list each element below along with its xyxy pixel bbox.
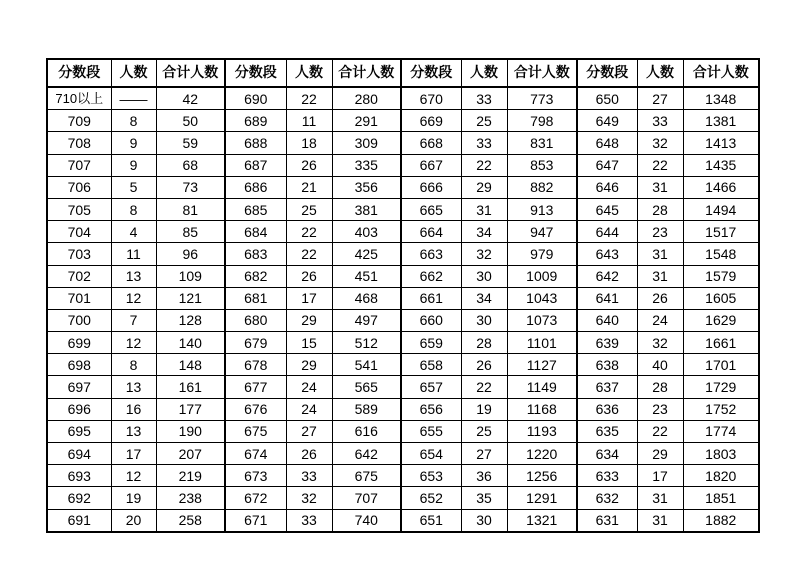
- table-cell: 695: [47, 420, 111, 442]
- table-cell: 699: [47, 332, 111, 354]
- table-cell: 589: [332, 398, 401, 420]
- table-cell: 11: [111, 243, 156, 265]
- table-cell: 11: [286, 110, 332, 132]
- table-cell: 640: [577, 309, 637, 331]
- table-cell: 8: [111, 354, 156, 376]
- table-cell: 1381: [683, 110, 759, 132]
- table-cell: 29: [461, 176, 507, 198]
- column-header: 合计人数: [156, 59, 225, 87]
- column-header: 合计人数: [507, 59, 577, 87]
- table-cell: 258: [156, 509, 225, 532]
- table-cell: 21: [286, 176, 332, 198]
- table-cell: 17: [637, 465, 683, 487]
- table-cell: 59: [156, 132, 225, 154]
- table-cell: 29: [286, 309, 332, 331]
- column-header: 分数段: [401, 59, 461, 87]
- table-cell: 22: [461, 376, 507, 398]
- table-cell: 28: [637, 198, 683, 220]
- table-cell: 5: [111, 176, 156, 198]
- table-cell: 9: [111, 154, 156, 176]
- column-header: 分数段: [225, 59, 286, 87]
- table-cell: 683: [225, 243, 286, 265]
- table-cell: 676: [225, 398, 286, 420]
- column-header: 分数段: [577, 59, 637, 87]
- table-cell: 1729: [683, 376, 759, 398]
- table-cell: 646: [577, 176, 637, 198]
- table-cell: 207: [156, 443, 225, 465]
- table-cell: 497: [332, 309, 401, 331]
- table-cell: 161: [156, 376, 225, 398]
- table-row: [47, 132, 759, 154]
- table-cell: 673: [225, 465, 286, 487]
- table-cell: 22: [637, 154, 683, 176]
- table-cell: 659: [401, 332, 461, 354]
- table-cell: 27: [637, 87, 683, 110]
- table-cell: 128: [156, 309, 225, 331]
- table-cell: 140: [156, 332, 225, 354]
- table-body: [47, 87, 759, 532]
- table-cell: 700: [47, 309, 111, 331]
- table-cell: 1321: [507, 509, 577, 532]
- table-cell: 677: [225, 376, 286, 398]
- table-cell: 31: [637, 487, 683, 509]
- table-cell: 96: [156, 243, 225, 265]
- score-distribution-table: [46, 58, 760, 533]
- table-cell: 647: [577, 154, 637, 176]
- table-cell: 291: [332, 110, 401, 132]
- table-cell: 690: [225, 87, 286, 110]
- table-cell: 31: [637, 243, 683, 265]
- table-cell: 669: [401, 110, 461, 132]
- table-cell: 31: [637, 265, 683, 287]
- table-cell: 32: [637, 132, 683, 154]
- table-cell: 642: [577, 265, 637, 287]
- table-row: [47, 398, 759, 420]
- table-cell: 1348: [683, 87, 759, 110]
- table-row: [47, 465, 759, 487]
- table-cell: 85: [156, 221, 225, 243]
- table-cell: 913: [507, 198, 577, 220]
- table-cell: 8: [111, 198, 156, 220]
- table-cell: 650: [577, 87, 637, 110]
- table-cell: 22: [286, 221, 332, 243]
- table-cell: 24: [286, 398, 332, 420]
- table-cell: 12: [111, 332, 156, 354]
- column-header: 人数: [111, 59, 156, 87]
- table-cell: 1548: [683, 243, 759, 265]
- table-cell: 35: [461, 487, 507, 509]
- table-cell: 831: [507, 132, 577, 154]
- table-cell: 50: [156, 110, 225, 132]
- table-cell: 696: [47, 398, 111, 420]
- table-cell: 1220: [507, 443, 577, 465]
- table-cell: 30: [461, 509, 507, 532]
- table-cell: 40: [637, 354, 683, 376]
- table-cell: 121: [156, 287, 225, 309]
- table-cell: 698: [47, 354, 111, 376]
- table-cell: 565: [332, 376, 401, 398]
- table-cell: 24: [637, 309, 683, 331]
- table-cell: 1629: [683, 309, 759, 331]
- column-header: 人数: [637, 59, 683, 87]
- table-cell: 190: [156, 420, 225, 442]
- table-cell: 13: [111, 420, 156, 442]
- table-cell: 1413: [683, 132, 759, 154]
- table-cell: 28: [461, 332, 507, 354]
- table-cell: 680: [225, 309, 286, 331]
- table-cell: 694: [47, 443, 111, 465]
- table-row: [47, 509, 759, 532]
- table-cell: 670: [401, 87, 461, 110]
- table-cell: 512: [332, 332, 401, 354]
- table-cell: 15: [286, 332, 332, 354]
- table-cell: 29: [286, 354, 332, 376]
- table-cell: 648: [577, 132, 637, 154]
- table-row: [47, 287, 759, 309]
- table-cell: 697: [47, 376, 111, 398]
- table-cell: 12: [111, 465, 156, 487]
- table-cell: 335: [332, 154, 401, 176]
- table-cell: 23: [637, 398, 683, 420]
- table-cell: 16: [111, 398, 156, 420]
- table-cell: 28: [637, 376, 683, 398]
- table-cell: 660: [401, 309, 461, 331]
- table-cell: 1701: [683, 354, 759, 376]
- table-row: [47, 265, 759, 287]
- table-cell: 73: [156, 176, 225, 198]
- table-cell: 710以上: [47, 87, 111, 110]
- table-cell: 109: [156, 265, 225, 287]
- table-cell: 81: [156, 198, 225, 220]
- table-row: [47, 332, 759, 354]
- column-header: 分数段: [47, 59, 111, 87]
- table-cell: 979: [507, 243, 577, 265]
- table-cell: 219: [156, 465, 225, 487]
- table-cell: 1803: [683, 443, 759, 465]
- table-cell: 707: [47, 154, 111, 176]
- table-cell: 7: [111, 309, 156, 331]
- table-cell: 25: [461, 420, 507, 442]
- table-cell: 32: [461, 243, 507, 265]
- table-cell: 773: [507, 87, 577, 110]
- table-cell: 33: [461, 132, 507, 154]
- table-cell: 1009: [507, 265, 577, 287]
- table-cell: 33: [637, 110, 683, 132]
- table-cell: 1149: [507, 376, 577, 398]
- table-cell: 13: [111, 376, 156, 398]
- table-cell: 34: [461, 221, 507, 243]
- table-cell: 148: [156, 354, 225, 376]
- table-cell: 708: [47, 132, 111, 154]
- table-cell: 1661: [683, 332, 759, 354]
- table-cell: 1256: [507, 465, 577, 487]
- table-cell: 1752: [683, 398, 759, 420]
- table-cell: 663: [401, 243, 461, 265]
- table-cell: 403: [332, 221, 401, 243]
- table-cell: 31: [637, 509, 683, 532]
- table-cell: 642: [332, 443, 401, 465]
- table-cell: 381: [332, 198, 401, 220]
- table-cell: 657: [401, 376, 461, 398]
- table-cell: 655: [401, 420, 461, 442]
- table-cell: 633: [577, 465, 637, 487]
- table-cell: 707: [332, 487, 401, 509]
- table-cell: 637: [577, 376, 637, 398]
- table-cell: 1466: [683, 176, 759, 198]
- table-cell: 882: [507, 176, 577, 198]
- table-cell: 31: [637, 176, 683, 198]
- table-cell: 9: [111, 132, 156, 154]
- table-cell: 33: [286, 509, 332, 532]
- table-cell: 681: [225, 287, 286, 309]
- table-row: [47, 243, 759, 265]
- column-header: 人数: [286, 59, 332, 87]
- table-cell: 26: [286, 443, 332, 465]
- table-cell: 1517: [683, 221, 759, 243]
- column-header: 人数: [461, 59, 507, 87]
- table-cell: 703: [47, 243, 111, 265]
- column-header: 合计人数: [332, 59, 401, 87]
- table-cell: 309: [332, 132, 401, 154]
- table-cell: 4: [111, 221, 156, 243]
- table-cell: 17: [286, 287, 332, 309]
- table-cell: ——: [111, 87, 156, 110]
- table-cell: 688: [225, 132, 286, 154]
- table-cell: 643: [577, 243, 637, 265]
- table-cell: 33: [286, 465, 332, 487]
- table-cell: 641: [577, 287, 637, 309]
- table-cell: 8: [111, 110, 156, 132]
- table-cell: 740: [332, 509, 401, 532]
- table-cell: 947: [507, 221, 577, 243]
- table-row: [47, 443, 759, 465]
- table-cell: 674: [225, 443, 286, 465]
- table-cell: 662: [401, 265, 461, 287]
- table-cell: 33: [461, 87, 507, 110]
- table-cell: 702: [47, 265, 111, 287]
- table-cell: 451: [332, 265, 401, 287]
- table-cell: 656: [401, 398, 461, 420]
- table-row: [47, 198, 759, 220]
- table-cell: 632: [577, 487, 637, 509]
- table-cell: 634: [577, 443, 637, 465]
- table-cell: 1435: [683, 154, 759, 176]
- table-cell: 1774: [683, 420, 759, 442]
- table-cell: 689: [225, 110, 286, 132]
- table-cell: 1193: [507, 420, 577, 442]
- table-cell: 672: [225, 487, 286, 509]
- table-cell: 691: [47, 509, 111, 532]
- table-cell: 1579: [683, 265, 759, 287]
- table-cell: 1494: [683, 198, 759, 220]
- table-cell: 671: [225, 509, 286, 532]
- column-header: 合计人数: [683, 59, 759, 87]
- table-row: [47, 110, 759, 132]
- table-cell: 692: [47, 487, 111, 509]
- table-row: [47, 176, 759, 198]
- table-cell: 644: [577, 221, 637, 243]
- table-cell: 22: [637, 420, 683, 442]
- table-cell: 17: [111, 443, 156, 465]
- table-cell: 1168: [507, 398, 577, 420]
- table-cell: 1043: [507, 287, 577, 309]
- table-cell: 18: [286, 132, 332, 154]
- table-row: [47, 309, 759, 331]
- table-header-row: [47, 59, 759, 87]
- table-cell: 1073: [507, 309, 577, 331]
- table-cell: 19: [461, 398, 507, 420]
- table-cell: 705: [47, 198, 111, 220]
- table-cell: 668: [401, 132, 461, 154]
- table-cell: 682: [225, 265, 286, 287]
- table-cell: 654: [401, 443, 461, 465]
- table-row: [47, 420, 759, 442]
- table-cell: 177: [156, 398, 225, 420]
- table-row: [47, 487, 759, 509]
- table-cell: 27: [286, 420, 332, 442]
- table-cell: 687: [225, 154, 286, 176]
- table-cell: 675: [332, 465, 401, 487]
- table-cell: 678: [225, 354, 286, 376]
- table-cell: 661: [401, 287, 461, 309]
- table-cell: 22: [286, 87, 332, 110]
- table-row: [47, 376, 759, 398]
- table-cell: 653: [401, 465, 461, 487]
- table-cell: 1127: [507, 354, 577, 376]
- table-cell: 12: [111, 287, 156, 309]
- table-cell: 26: [461, 354, 507, 376]
- table-cell: 664: [401, 221, 461, 243]
- table-cell: 238: [156, 487, 225, 509]
- table-cell: 23: [637, 221, 683, 243]
- table-cell: 798: [507, 110, 577, 132]
- table-cell: 693: [47, 465, 111, 487]
- table-cell: 709: [47, 110, 111, 132]
- table-cell: 468: [332, 287, 401, 309]
- table-cell: 24: [286, 376, 332, 398]
- table-cell: 684: [225, 221, 286, 243]
- table-cell: 1101: [507, 332, 577, 354]
- table-cell: 25: [286, 198, 332, 220]
- table-cell: 1291: [507, 487, 577, 509]
- table-cell: 658: [401, 354, 461, 376]
- table-cell: 853: [507, 154, 577, 176]
- table-cell: 26: [286, 265, 332, 287]
- table-cell: 42: [156, 87, 225, 110]
- table-row: [47, 154, 759, 176]
- table-cell: 635: [577, 420, 637, 442]
- table-cell: 616: [332, 420, 401, 442]
- table-row: [47, 354, 759, 376]
- table-cell: 36: [461, 465, 507, 487]
- table-cell: 639: [577, 332, 637, 354]
- table-cell: 706: [47, 176, 111, 198]
- table-cell: 29: [637, 443, 683, 465]
- table-cell: 631: [577, 509, 637, 532]
- table-cell: 425: [332, 243, 401, 265]
- table-cell: 666: [401, 176, 461, 198]
- table-cell: 356: [332, 176, 401, 198]
- table-cell: 30: [461, 309, 507, 331]
- table-cell: 32: [286, 487, 332, 509]
- table-cell: 1820: [683, 465, 759, 487]
- table-cell: 22: [286, 243, 332, 265]
- table-cell: 667: [401, 154, 461, 176]
- table-cell: 652: [401, 487, 461, 509]
- table-cell: 665: [401, 198, 461, 220]
- table-cell: 25: [461, 110, 507, 132]
- table-cell: 638: [577, 354, 637, 376]
- table-cell: 1605: [683, 287, 759, 309]
- table-cell: 1882: [683, 509, 759, 532]
- table-cell: 675: [225, 420, 286, 442]
- table-cell: 32: [637, 332, 683, 354]
- table-cell: 1851: [683, 487, 759, 509]
- table-cell: 704: [47, 221, 111, 243]
- table-cell: 68: [156, 154, 225, 176]
- table-cell: 22: [461, 154, 507, 176]
- table-cell: 541: [332, 354, 401, 376]
- table-cell: 27: [461, 443, 507, 465]
- table-cell: 30: [461, 265, 507, 287]
- table-cell: 686: [225, 176, 286, 198]
- table-cell: 651: [401, 509, 461, 532]
- table-row: [47, 87, 759, 110]
- table-cell: 636: [577, 398, 637, 420]
- table-cell: 13: [111, 265, 156, 287]
- table-cell: 679: [225, 332, 286, 354]
- table-cell: 701: [47, 287, 111, 309]
- table-cell: 26: [637, 287, 683, 309]
- table-cell: 649: [577, 110, 637, 132]
- table-cell: 26: [286, 154, 332, 176]
- table-cell: 20: [111, 509, 156, 532]
- table-row: [47, 221, 759, 243]
- table-cell: 19: [111, 487, 156, 509]
- table-cell: 645: [577, 198, 637, 220]
- table-cell: 280: [332, 87, 401, 110]
- table-cell: 685: [225, 198, 286, 220]
- table-cell: 31: [461, 198, 507, 220]
- table-cell: 34: [461, 287, 507, 309]
